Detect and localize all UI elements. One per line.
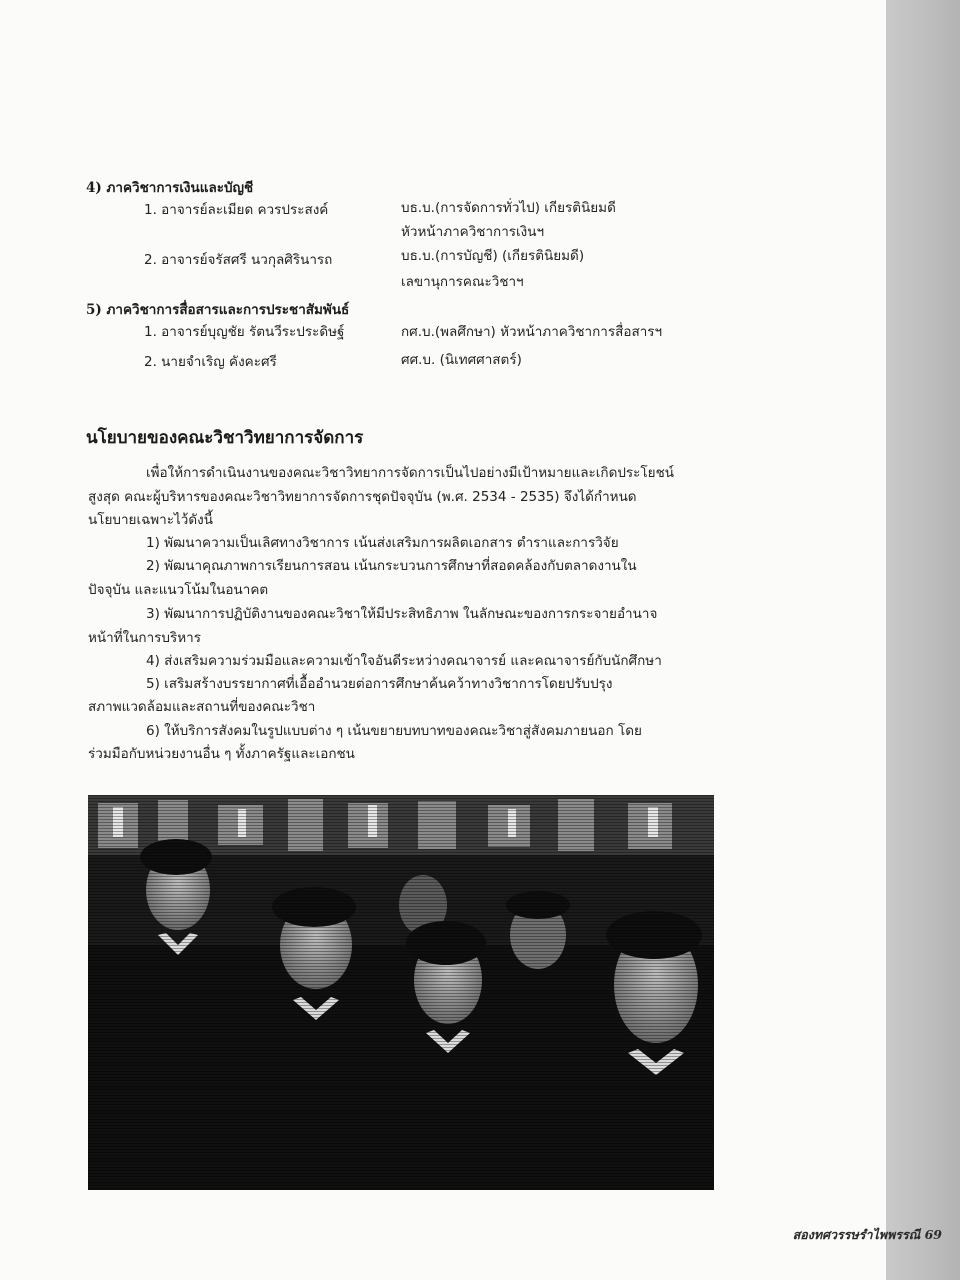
- member-name: 1. อาจารย์บุญชัย รัตนวีระประดิษฐ์: [144, 324, 345, 340]
- policy-item: 6) ให้บริการสังคมในรูปแบบต่าง ๆ เน้นขยายบทบาทของคณะวิชาสู่สังคมภายนอก โดย: [146, 723, 642, 739]
- policy-item-cont: หน้าที่ในการบริหาร: [88, 630, 201, 646]
- page-edge-strip: [886, 0, 960, 1280]
- section-4-heading: 4) ภาควิชาการเงินและบัญชี: [86, 180, 254, 196]
- member-position: เลขานุการคณะวิชาฯ: [401, 274, 524, 290]
- policy-intro-line: สูงสุด คณะผู้บริหารของคณะวิชาวิทยาการจัดการชุดปัจจุบัน (พ.ศ. 2534 - 2535) จึงได้กำหนด: [88, 489, 637, 505]
- policy-item-cont: สภาพแวดล้อมและสถานที่ของคณะวิชา: [88, 699, 316, 715]
- member-degree: บธ.บ.(การจัดการทั่วไป) เกียรตินิยมดี: [401, 200, 616, 216]
- policy-intro-line: เพื่อให้การดำเนินงานของคณะวิชาวิทยาการจัดการเป็นไปอย่างมีเป้าหมายและเกิดประโยชน์: [146, 465, 674, 481]
- section-5-heading: 5) ภาควิชาการสื่อสารและการประชาสัมพันธ์: [86, 302, 350, 318]
- policy-item: 4) ส่งเสริมความร่วมมือและความเข้าใจอันดีระหว่างคณาจารย์ และคณาจารย์กับนักศึกษา: [146, 653, 662, 669]
- member-name: 2. อาจารย์จรัสศรี นวกุลศิรินารถ: [144, 252, 333, 268]
- policy-intro-line: นโยบายเฉพาะไว้ดังนี้: [88, 512, 213, 528]
- policy-title: นโยบายของคณะวิชาวิทยาการจัดการ: [86, 428, 364, 448]
- member-position: หัวหน้าภาควิชาการเงินฯ: [401, 224, 545, 240]
- member-degree: บธ.บ.(การบัญชี) (เกียรตินิยมดี): [401, 248, 585, 264]
- member-degree: กศ.บ.(พลศึกษา) หัวหน้าภาควิชาการสื่อสารฯ: [401, 324, 663, 340]
- policy-item-cont: ปัจจุบัน และแนวโน้มในอนาคต: [88, 582, 269, 598]
- policy-item: 5) เสริมสร้างบรรยากาศที่เอื้ออำนวยต่อการศึกษาค้นคว้าทางวิชาการโดยปรับปรุง: [146, 676, 613, 692]
- policy-item: 3) พัฒนาการปฏิบัติงานของคณะวิชาให้มีประสิทธิภาพ ในลักษณะของการกระจายอำนาจ: [146, 606, 658, 622]
- graduation-photo: [88, 795, 714, 1190]
- member-name: 2. นายจำเริญ คังคะศรี: [144, 354, 277, 370]
- policy-item-cont: ร่วมมือกับหน่วยงานอื่น ๆ ทั้งภาครัฐและเอกชน: [88, 746, 355, 762]
- policy-item: 2) พัฒนาคุณภาพการเรียนการสอน เน้นกระบวนการศึกษาที่สอดคล้องกับตลาดงานใน: [146, 558, 637, 574]
- policy-item: 1) พัฒนาความเป็นเลิศทางวิชาการ เน้นส่งเสริมการผลิตเอกสาร ตำราและการวิจัย: [146, 535, 619, 551]
- member-name: 1. อาจารย์ละเมียด ควรประสงค์: [144, 202, 329, 218]
- member-degree: ศศ.บ. (นิเทศศาสตร์): [401, 352, 522, 368]
- page-footer: สองทศวรรษรำไพพรรณี 69: [792, 1227, 942, 1242]
